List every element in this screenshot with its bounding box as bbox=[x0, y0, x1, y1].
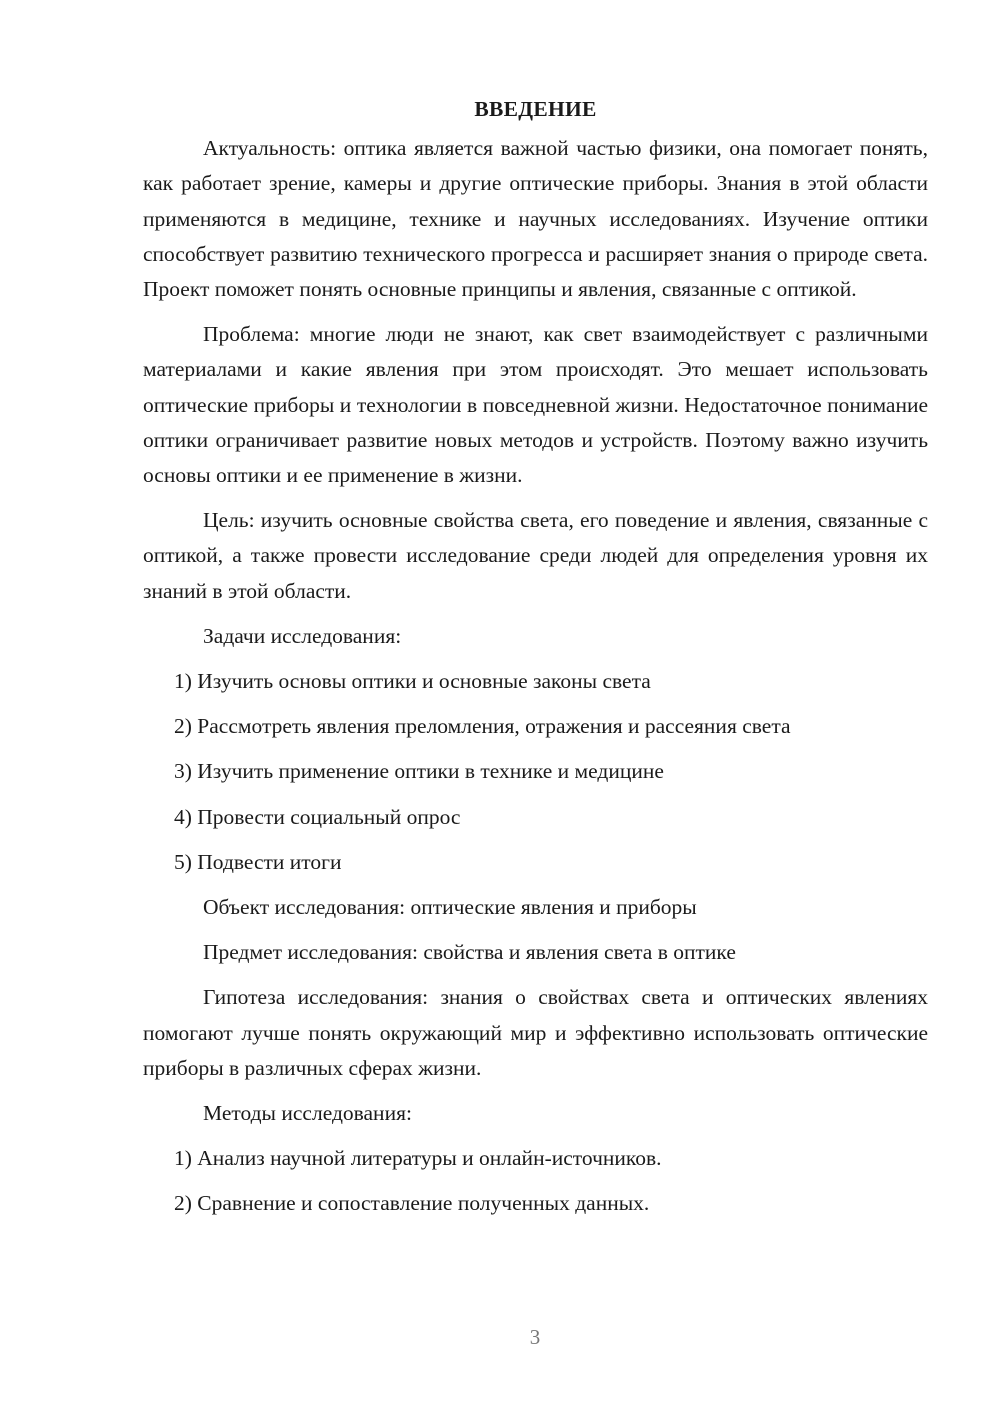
method-item: 2) Сравнение и сопоставление полученных данных. bbox=[174, 1191, 650, 1216]
goal-paragraph: Цель: изучить основные свойства света, его поведение и явления, связанные с оптикой, а также провести исследование среди людей для определения уровня их знаний в этой области. bbox=[143, 508, 928, 603]
method-item: 1) Анализ научной литературы и онлайн-источников. bbox=[174, 1146, 662, 1171]
task-item: 2) Рассмотреть явления преломления, отражения и рассеяния света bbox=[174, 714, 791, 739]
hypothesis-paragraph: Гипотеза исследования: знания о свойствах света и оптических явлениях помогают лучше понять окружающий мир и эффективно использовать оптические приборы в различных сферах жизни. bbox=[143, 985, 928, 1080]
task-item: 4) Провести социальный опрос bbox=[174, 804, 461, 829]
problem-paragraph: Проблема: многие люди не знают, как свет взаимодействует с различными материалами и какие явления при этом происходят. Это мешает использовать оптические приборы и технологии в повседневной жизни. Недостаточное понимание оптики ограничивает развитие новых методов и устройств. Поэтому важно изучить основы оптики и ее применение в жизни. bbox=[143, 322, 928, 488]
research-subject: Предмет исследования: свойства и явления света в оптике bbox=[203, 940, 736, 965]
research-object: Объект исследования: оптические явления и приборы bbox=[203, 895, 697, 920]
relevance-paragraph: Актуальность: оптика является важной частью физики, она помогает понять, как работает зрение, камеры и другие оптические приборы. Знания в этой области применяются в медицине, технике и научных исследованиях. Изучение оптики способствует развитию технического прогресса и расширяет знания о природе света. Проект поможет понять основные принципы и явления, связанные с оптикой. bbox=[143, 136, 928, 302]
page-title: ВВЕДЕНИЕ bbox=[474, 97, 597, 121]
task-item: 1) Изучить основы оптики и основные законы света bbox=[174, 669, 651, 694]
task-item: 3) Изучить применение оптики в технике и медицине bbox=[174, 759, 664, 784]
task-item: 5) Подвести итоги bbox=[174, 849, 342, 874]
methods-heading: Методы исследования: bbox=[203, 1101, 412, 1126]
tasks-heading: Задачи исследования: bbox=[203, 623, 402, 648]
page-number: 3 bbox=[529, 1325, 541, 1349]
page-content bbox=[143, 92, 928, 1232]
